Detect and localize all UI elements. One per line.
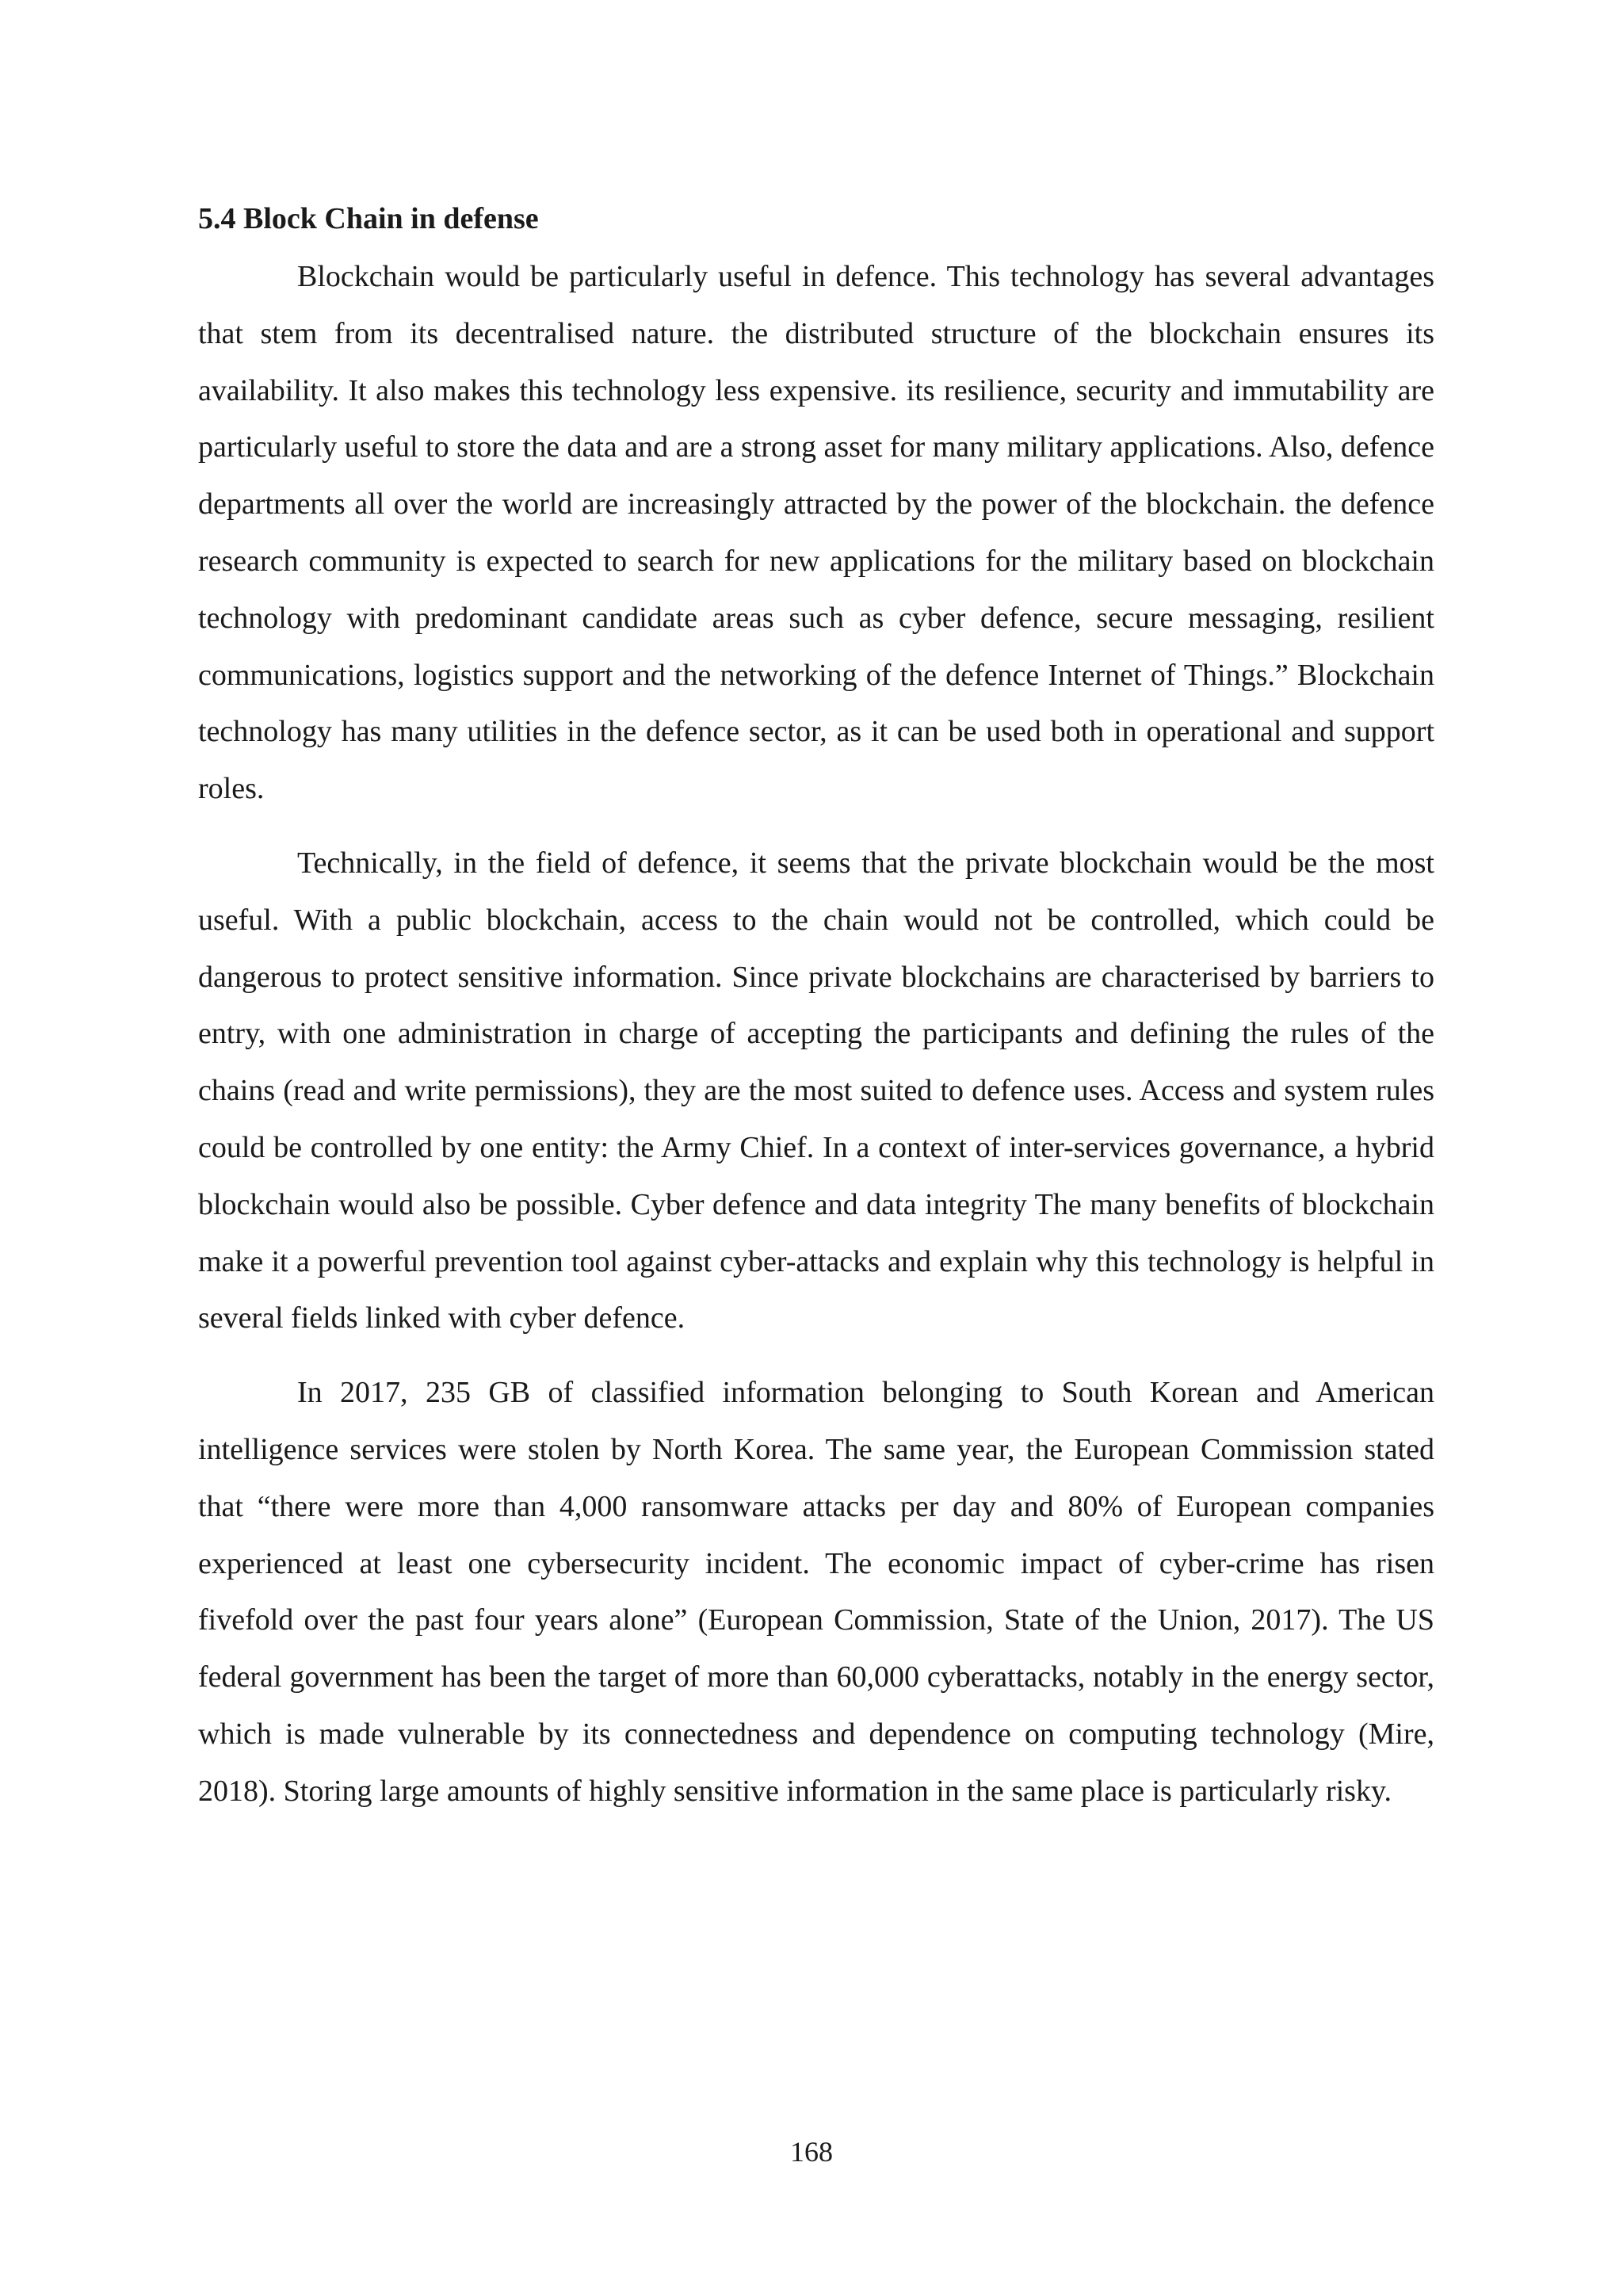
page-content	[198, 190, 1434, 1838]
paragraph-2: Technically, in the field of defence, it seems that the private blockchain would be the most useful. With a public blockchain, access to the chain would not be controlled, which could be dangerous to protect sensitive information. Since private blockchains are characterised by barriers to entry, with one administration in charge of accepting the participants and defining the rules of the chains (read and write permissions), they are the most suited to defence uses. Access and system rules could be controlled by one entity: the Army Chief. In a context of inter-services governance, a hybrid blockchain would also be possible. Cyber defence and data integrity The many benefits of blockchain make it a powerful prevention tool against cyber-attacks and explain why this technology is helpful in several fields linked with cyber defence.	[198, 846, 1434, 1335]
paragraph-1: Blockchain would be particularly useful in defence. This technology has several advantages that stem from its decentralised nature. the distributed structure of the blockchain ensures its availability. It also makes this technology less expensive. its resilience, security and immutability are particularly useful to store the data and are a strong asset for many military applications. Also, defence departments all over the world are increasingly attracted by the power of the blockchain. the defence research community is expected to search for new applications for the military based on blockchain technology with predominant candidate areas such as cyber defence, secure messaging, resilient communications, logistics support and the networking of the defence Internet of Things.” Blockchain technology has many utilities in the defence sector, as it can be used both in operational and support roles.	[198, 260, 1434, 806]
paragraph-3: In 2017, 235 GB of classified information belonging to South Korean and American intelligence services were stolen by North Korea. The same year, the European Commission stated that “there were more than 4,000 ransomware attacks per day and 80% of European companies experienced at least one cybersecurity incident. The economic impact of cyber-crime has risen fivefold over the past four years alone” (European Commission, State of the Union, 2017). The US federal government has been the target of more than 60,000 cyberattacks, notably in the energy sector, which is made vulnerable by its connectedness and dependence on computing technology (Mire, 2018). Storing large amounts of highly sensitive information in the same place is particularly risky.	[198, 1376, 1434, 1808]
page-number: 168	[790, 2136, 833, 2168]
section-heading: 5.4 Block Chain in defense	[198, 202, 539, 235]
